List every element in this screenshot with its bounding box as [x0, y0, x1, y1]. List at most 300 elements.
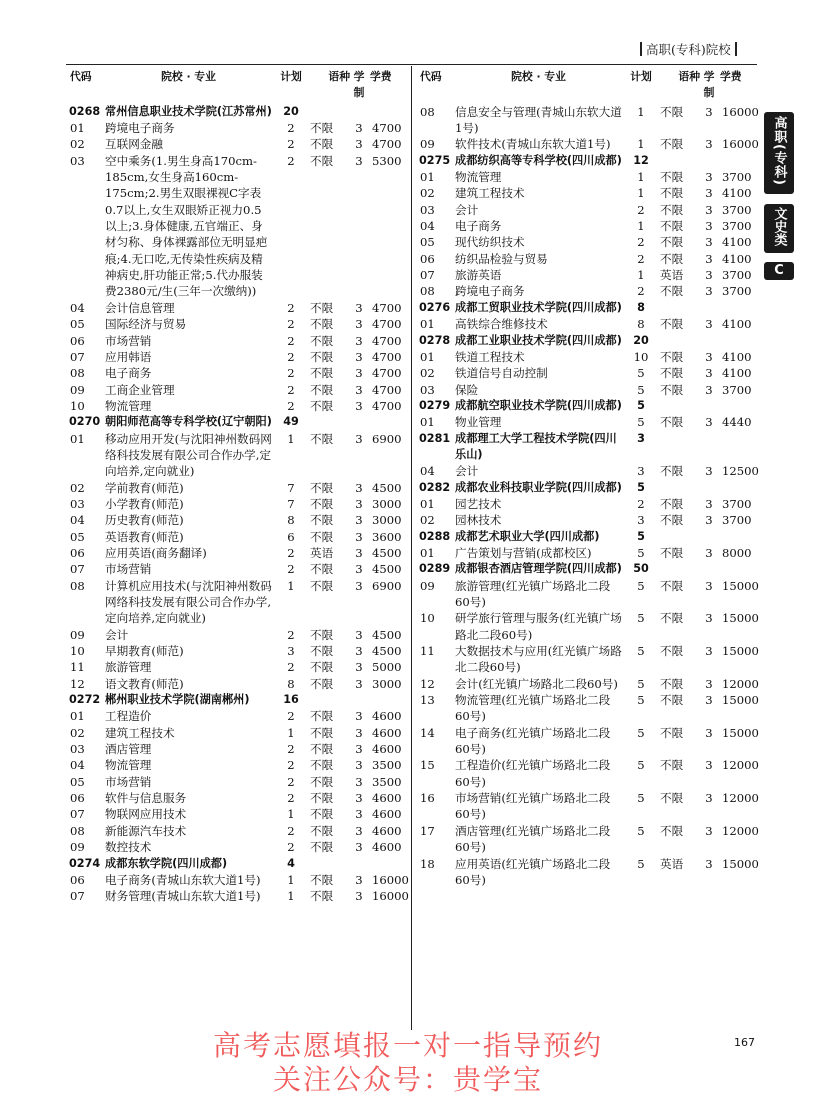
code-cell: 09: [70, 840, 85, 855]
tuition-cell: 12500: [722, 464, 759, 479]
code-cell: 03: [70, 153, 85, 168]
code-cell: 02: [70, 480, 85, 495]
duration-cell: 3: [355, 758, 363, 773]
tuition-cell: 12000: [722, 758, 759, 773]
major-row: [416, 823, 759, 856]
code-cell: 08: [420, 104, 435, 119]
language-cell: 不限: [310, 431, 334, 446]
institution-name: 成都银杏酒店管理学院(四川成都): [455, 562, 622, 576]
language-cell: 不限: [660, 235, 684, 250]
tuition-cell: 12000: [722, 791, 759, 806]
duration-cell: 3: [355, 349, 363, 364]
major-row: [416, 185, 759, 201]
code-cell: 08: [420, 284, 435, 299]
major-row: [66, 480, 409, 496]
top-rule: [66, 64, 757, 65]
tuition-cell: 4600: [372, 823, 402, 838]
language-cell: 不限: [310, 578, 334, 593]
language-cell: 不限: [660, 137, 684, 152]
language-cell: 不限: [660, 251, 684, 266]
code-cell: 09: [70, 382, 85, 397]
tuition-cell: [718, 300, 759, 316]
plan-cell: 7: [287, 480, 295, 495]
duration-cell: 3: [705, 545, 713, 560]
major-row: [66, 382, 409, 398]
code-cell: 06: [420, 251, 435, 266]
major-row: [66, 823, 409, 839]
major-name: 跨境电子商务: [105, 121, 175, 136]
major-row: [416, 643, 759, 676]
major-row: [66, 790, 409, 806]
plan-cell: 8: [637, 300, 645, 314]
col-header-fee: 学费: [720, 70, 742, 83]
tuition-cell: 5300: [372, 153, 402, 168]
tuition-cell: [718, 480, 759, 496]
major-row: [416, 725, 759, 758]
major-name: 跨境电子商务: [455, 284, 525, 299]
duration-cell: 3: [705, 856, 713, 871]
major-row: [66, 659, 409, 675]
code-cell: 02: [420, 513, 435, 528]
language-cell: 不限: [310, 496, 334, 511]
duration-cell: [700, 398, 718, 414]
language-cell: 不限: [310, 807, 334, 822]
code-cell: 0276: [419, 300, 451, 314]
tuition-cell: 6900: [372, 431, 402, 446]
plan-cell: 5: [637, 644, 645, 659]
major-row: [66, 757, 409, 773]
duration-cell: 3: [355, 153, 363, 168]
duration-cell: 3: [705, 284, 713, 299]
code-cell: 07: [70, 889, 85, 904]
major-row: [66, 839, 409, 855]
duration-cell: 3: [355, 529, 363, 544]
tuition-cell: 4100: [722, 235, 752, 250]
language-cell: 不限: [310, 137, 334, 152]
major-name: 市场营销: [105, 562, 152, 577]
institution-name: 成都纺织高等专科学校(四川成都): [455, 153, 622, 167]
plan-cell: 1: [637, 104, 645, 119]
code-cell: 07: [70, 807, 85, 822]
major-name: 会计信息管理: [105, 300, 175, 315]
major-name: 园艺技术: [455, 496, 502, 511]
code-cell: 0278: [419, 333, 451, 347]
language-cell: 不限: [310, 742, 334, 757]
tuition-cell: 4100: [722, 186, 752, 201]
duration-cell: 3: [355, 872, 363, 887]
plan-cell: 5: [637, 578, 645, 593]
language-cell: 不限: [310, 529, 334, 544]
code-cell: 01: [420, 496, 435, 511]
tuition-cell: 4500: [372, 562, 402, 577]
duration-cell: 3: [355, 562, 363, 577]
tuition-cell: 4500: [372, 627, 402, 642]
plan-cell: 1: [287, 889, 295, 904]
duration-cell: 3: [705, 349, 713, 364]
major-row: [66, 806, 409, 822]
col-header-lang: 语种: [678, 70, 700, 83]
tuition-cell: [718, 431, 759, 464]
code-cell: 15: [420, 758, 435, 773]
language-cell: [660, 561, 700, 577]
tuition-cell: 4600: [372, 742, 402, 757]
duration-cell: 3: [355, 627, 363, 642]
tuition-cell: 15000: [722, 693, 759, 708]
major-name: 园林技术: [455, 513, 502, 528]
plan-cell: 2: [287, 545, 295, 560]
code-cell: 10: [420, 611, 435, 626]
column-header-row: [416, 69, 759, 102]
duration-cell: 3: [355, 807, 363, 822]
tuition-cell: 4700: [372, 333, 402, 348]
plan-cell: 2: [637, 251, 645, 266]
plan-cell: 2: [287, 562, 295, 577]
plan-cell: 2: [637, 202, 645, 217]
major-row: [416, 790, 759, 823]
tuition-cell: 3000: [372, 513, 402, 528]
code-cell: 06: [70, 333, 85, 348]
plan-cell: 2: [287, 137, 295, 152]
tuition-cell: 3600: [372, 529, 402, 544]
plan-cell: 2: [287, 349, 295, 364]
major-row: [416, 414, 759, 430]
tuition-cell: 4600: [372, 791, 402, 806]
plan-cell: 8: [287, 513, 295, 528]
tuition-cell: 6900: [372, 578, 402, 593]
major-row: [66, 136, 409, 152]
duration-cell: 3: [355, 137, 363, 152]
plan-cell: 12: [633, 153, 649, 167]
major-name: 数控技术: [105, 840, 152, 855]
plan-cell: 1: [637, 170, 645, 185]
major-name: 应用韩语: [105, 349, 152, 364]
major-name: 酒店管理(红光镇广场路北二段60号): [455, 823, 611, 855]
tuition-cell: [368, 856, 409, 872]
col-header-years: 学制: [703, 70, 715, 100]
code-cell: 06: [70, 872, 85, 887]
major-row: [416, 856, 759, 889]
major-row: [416, 267, 759, 283]
duration-cell: 3: [355, 300, 363, 315]
plan-cell: 2: [287, 153, 295, 168]
major-row: [416, 349, 759, 365]
col-header-fee: 学费: [370, 70, 392, 83]
plan-cell: 20: [633, 333, 649, 347]
institution-row: [416, 398, 759, 414]
plan-cell: 5: [637, 725, 645, 740]
language-cell: 不限: [310, 709, 334, 724]
language-cell: 不限: [310, 660, 334, 675]
duration-cell: [700, 300, 718, 316]
plan-cell: 5: [637, 758, 645, 773]
tuition-cell: 4100: [722, 366, 752, 381]
major-name: 旅游管理: [105, 660, 152, 675]
code-cell: 03: [70, 742, 85, 757]
institution-name: 成都艺术职业大学(四川成都): [455, 529, 600, 543]
plan-cell: 5: [637, 480, 645, 494]
language-cell: [660, 333, 700, 349]
duration-cell: [700, 153, 718, 169]
duration-cell: 3: [705, 464, 713, 479]
code-cell: 03: [70, 496, 85, 511]
tuition-cell: 15000: [722, 725, 759, 740]
code-cell: 07: [70, 562, 85, 577]
plan-cell: 2: [637, 284, 645, 299]
major-row: [66, 512, 409, 528]
institution-row: [66, 414, 409, 430]
watermark-line-2: 关注公众号：贵学宝: [272, 1063, 543, 1096]
duration-cell: 3: [355, 725, 363, 740]
duration-cell: 3: [355, 366, 363, 381]
tuition-cell: 4600: [372, 807, 402, 822]
tuition-cell: 3700: [722, 496, 752, 511]
language-cell: 不限: [660, 725, 684, 740]
tuition-cell: 16000: [722, 137, 759, 152]
code-cell: 05: [70, 529, 85, 544]
major-name: 会计: [455, 202, 479, 217]
duration-cell: 3: [705, 366, 713, 381]
major-name: 物流管理(红光镇广场路北二段60号): [455, 693, 611, 724]
plan-cell: 3: [637, 431, 645, 445]
major-name: 会计(红光镇广场路北二段60号): [455, 676, 618, 691]
code-cell: 05: [70, 317, 85, 332]
language-cell: 不限: [310, 317, 334, 332]
language-cell: 不限: [310, 333, 334, 348]
language-cell: 不限: [310, 791, 334, 806]
duration-cell: 3: [355, 398, 363, 413]
tuition-cell: [718, 561, 759, 577]
major-row: [66, 627, 409, 643]
tuition-cell: 4500: [372, 545, 402, 560]
duration-cell: 3: [355, 840, 363, 855]
code-cell: 06: [70, 545, 85, 560]
tuition-cell: 3700: [722, 382, 752, 397]
major-name: 软件技术(青城山东软大道1号): [455, 137, 611, 152]
duration-cell: 3: [705, 382, 713, 397]
tuition-cell: 3000: [372, 496, 402, 511]
plan-cell: 5: [637, 366, 645, 381]
language-cell: [310, 692, 350, 708]
major-row: [66, 741, 409, 757]
tuition-cell: 4100: [722, 317, 752, 332]
institution-name: 郴州职业技术学院(湖南郴州): [105, 693, 250, 707]
major-row: [66, 872, 409, 888]
code-cell: 14: [420, 725, 435, 740]
language-cell: 不限: [660, 464, 684, 479]
tuition-cell: 3500: [372, 758, 402, 773]
language-cell: 不限: [310, 562, 334, 577]
plan-cell: 2: [637, 496, 645, 511]
major-name: 财务管理(青城山东软大道1号): [105, 889, 261, 904]
code-cell: 0289: [419, 562, 451, 576]
major-name: 大数据技术与应用(红光镇广场路北二段60号): [455, 644, 622, 675]
duration-cell: [700, 529, 718, 545]
major-name: 高铁综合维修技术: [455, 317, 548, 332]
duration-cell: 3: [355, 496, 363, 511]
plan-cell: 5: [637, 823, 645, 838]
plan-cell: 2: [287, 840, 295, 855]
code-cell: 04: [420, 219, 435, 234]
duration-cell: 3: [705, 725, 713, 740]
duration-cell: 3: [705, 202, 713, 217]
tuition-cell: [718, 333, 759, 349]
major-row: [416, 463, 759, 479]
code-cell: 09: [420, 578, 435, 593]
code-cell: 12: [420, 676, 435, 691]
plan-cell: 3: [287, 644, 295, 659]
plan-cell: 5: [637, 415, 645, 430]
code-cell: 05: [70, 774, 85, 789]
major-row: [416, 136, 759, 152]
duration-cell: 3: [355, 431, 363, 446]
institution-name: 成都东软学院(四川成都): [105, 856, 228, 870]
duration-cell: 3: [355, 660, 363, 675]
major-name: 信息安全与管理(青城山东软大道1号): [455, 104, 622, 136]
tuition-cell: [368, 414, 409, 430]
duration-cell: 3: [355, 480, 363, 495]
code-cell: 01: [420, 170, 435, 185]
code-cell: 09: [70, 627, 85, 642]
code-cell: 08: [70, 366, 85, 381]
institution-row: [416, 480, 759, 496]
plan-cell: 1: [287, 872, 295, 887]
plan-cell: 5: [637, 545, 645, 560]
language-cell: [660, 480, 700, 496]
duration-cell: 3: [355, 709, 363, 724]
code-cell: 03: [420, 202, 435, 217]
plan-cell: 2: [287, 709, 295, 724]
language-cell: 不限: [310, 774, 334, 789]
watermark-line-1: 高考志愿填报一对一指导预约: [212, 1029, 603, 1062]
code-cell: 11: [420, 644, 435, 659]
major-row: [66, 153, 409, 300]
plan-cell: 8: [287, 676, 295, 691]
tuition-cell: [718, 529, 759, 545]
major-row: [66, 643, 409, 659]
language-cell: [310, 104, 350, 120]
duration-cell: 3: [355, 513, 363, 528]
major-row: [416, 104, 759, 137]
major-row: [66, 774, 409, 790]
language-cell: 不限: [660, 578, 684, 593]
language-cell: 不限: [310, 725, 334, 740]
language-cell: 不限: [660, 545, 684, 560]
side-tab-label: 高职(专科): [771, 116, 787, 186]
plan-cell: 3: [637, 513, 645, 528]
plan-cell: 10: [633, 349, 649, 364]
plan-cell: 5: [637, 856, 645, 871]
major-name: 工程造价: [105, 709, 152, 724]
plan-cell: 8: [637, 317, 645, 332]
duration-cell: 3: [705, 251, 713, 266]
major-name: 市场营销: [105, 774, 152, 789]
language-cell: 不限: [660, 496, 684, 511]
language-cell: 不限: [310, 366, 334, 381]
tuition-cell: [368, 104, 409, 120]
major-name: 语文教育(师范): [105, 676, 184, 691]
institution-row: [416, 561, 759, 577]
major-name: 旅游管理(红光镇广场路北二段60号): [455, 578, 611, 609]
code-cell: 04: [70, 300, 85, 315]
language-cell: 不限: [660, 676, 684, 691]
major-name: 物流管理: [105, 398, 152, 413]
code-cell: 02: [420, 366, 435, 381]
duration-cell: 3: [705, 676, 713, 691]
col-header-years: 学制: [353, 70, 365, 100]
language-cell: 不限: [310, 513, 334, 528]
duration-cell: 3: [705, 791, 713, 806]
duration-cell: 3: [355, 791, 363, 806]
plan-cell: 4: [287, 856, 295, 870]
left-table-body: [66, 104, 409, 905]
duration-cell: [350, 414, 368, 430]
language-cell: 不限: [660, 823, 684, 838]
major-name: 应用英语(红光镇广场路北二段60号): [455, 856, 611, 887]
tuition-cell: [718, 398, 759, 414]
tuition-cell: 3500: [372, 774, 402, 789]
major-name: 英语教育(师范): [105, 529, 184, 544]
language-cell: 不限: [660, 219, 684, 234]
language-cell: 不限: [660, 382, 684, 397]
major-name: 现代纺织技术: [455, 235, 525, 250]
duration-cell: 3: [705, 823, 713, 838]
major-name: 软件与信息服务: [105, 791, 187, 806]
tuition-cell: 4100: [722, 349, 752, 364]
plan-cell: 1: [287, 578, 295, 593]
major-name: 建筑工程技术: [455, 186, 525, 201]
major-name: 市场营销: [105, 333, 152, 348]
tuition-cell: 4100: [722, 251, 752, 266]
code-cell: 0272: [69, 693, 101, 707]
code-cell: 07: [420, 268, 435, 283]
tuition-cell: 12000: [722, 676, 759, 691]
institution-name: 成都航空职业技术学院(四川成都): [455, 398, 622, 412]
major-name: 电子商务(红光镇广场路北二段60号): [455, 725, 611, 757]
code-cell: 16: [420, 791, 435, 806]
major-name: 会计: [105, 627, 129, 642]
institution-name: 成都工业职业技术学院(四川成都): [455, 333, 622, 347]
institution-row: [66, 856, 409, 872]
major-row: [66, 888, 409, 904]
language-cell: 不限: [660, 186, 684, 201]
plan-cell: 3: [637, 464, 645, 479]
language-cell: 英语: [660, 856, 684, 871]
major-name: 电子商务: [105, 366, 152, 381]
plan-cell: 2: [287, 742, 295, 757]
code-cell: 05: [420, 235, 435, 250]
major-row: [66, 316, 409, 332]
duration-cell: 3: [705, 644, 713, 659]
major-name: 工程造价(红光镇广场路北二段60号): [455, 758, 611, 789]
major-name: 工商企业管理: [105, 382, 175, 397]
duration-cell: [700, 561, 718, 577]
language-cell: 不限: [310, 398, 334, 413]
major-name: 国际经济与贸易: [105, 317, 187, 332]
code-cell: 0282: [419, 480, 451, 494]
tuition-cell: 4700: [372, 382, 402, 397]
code-cell: 10: [70, 398, 85, 413]
tuition-cell: 4700: [372, 137, 402, 152]
duration-cell: 3: [355, 889, 363, 904]
major-name: 新能源汽车技术: [105, 823, 187, 838]
major-name: 早期教育(师范): [105, 644, 184, 659]
major-name: 小学教育(师范): [105, 496, 184, 511]
duration-cell: [700, 431, 718, 464]
language-cell: 不限: [660, 202, 684, 217]
language-cell: [660, 153, 700, 169]
col-header-lang: 语种: [328, 70, 350, 83]
major-name: 电子商务(青城山东软大道1号): [105, 872, 261, 887]
